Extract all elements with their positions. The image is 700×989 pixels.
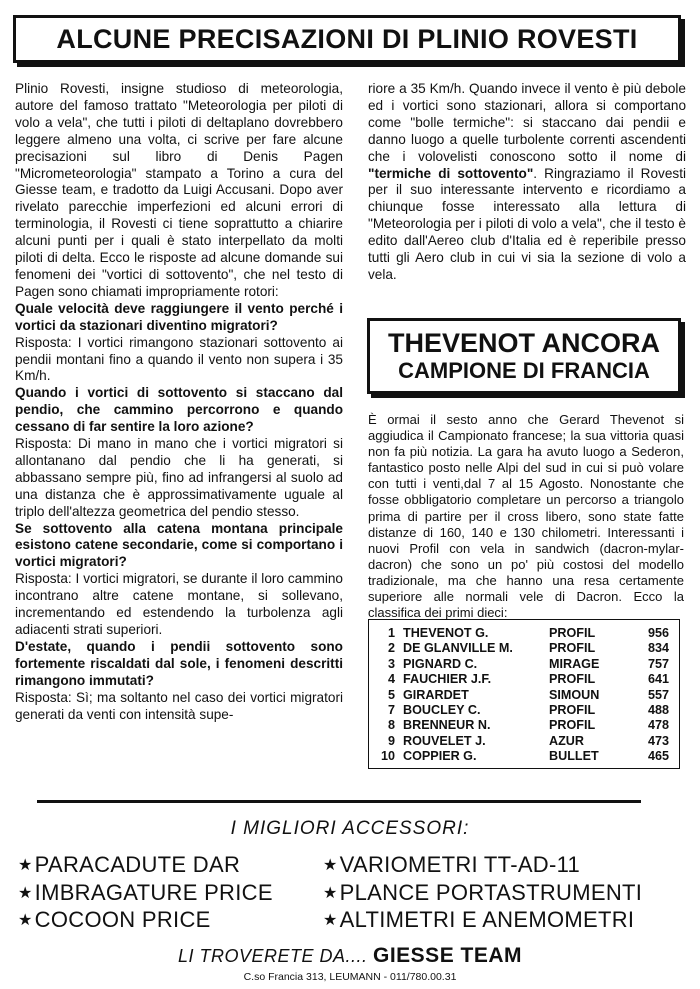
pilot-name: FAUCHIER J.F. xyxy=(403,672,492,687)
ranking-points: 757 xyxy=(647,656,669,671)
intro-paragraph: Plinio Rovesti, insigne studioso di meteorologia, autore del famoso trattato "Meteorologia per piloti di volo a vela", che tutti i piloti di deltaplano dovrebbero leggere almeno una volta, ci scrive per fare alcune precisazioni sul libro di Denis Pagen "Micrometeorologia" stampato a Torino a cura del Giesse team, e tradotto da Luigi Accusani. Dopo aver rivelato parecchie imperfezioni ed alcuni errori di terminologia, il Rovesti ci tiene soprattutto a chiarire alcuni punti per i quali è stato interpellato da molti piloti di delta. Ecco le risposte ad alcune domande sui fenomeni dei "vortici di sottovento", che nel testo di Pagen sono chiamati impropriamente rotori: xyxy=(15,81,343,299)
accessory-item xyxy=(323,907,642,935)
thevenot-title-line2: CAMPIONE DI FRANCIA xyxy=(398,358,650,383)
ranking-points: 488 xyxy=(647,703,669,718)
star-icon: ★ xyxy=(323,912,338,930)
glider-model: MIRAGE xyxy=(549,656,600,671)
star-icon: ★ xyxy=(18,884,33,902)
glider-model: PROFIL xyxy=(549,718,596,733)
glider-model: PROFIL xyxy=(549,626,596,640)
ranking-row xyxy=(377,672,671,687)
divider xyxy=(37,800,641,803)
ranking-points: 834 xyxy=(647,641,669,656)
accessory-label: PLANCE PORTASTRUMENTI xyxy=(339,879,643,905)
ranking-row xyxy=(377,641,671,656)
answer-2: Risposta: Di mano in mano che i vortici migratori si allontanano dal pendio che li ha generati, si abbassano sempre più, fino ad infrangersi al suolo ad una distanza che è approssimativamente uguale al triplo dell'altezza geometrica del pendio stesso. xyxy=(15,436,343,519)
thevenot-title-box xyxy=(367,318,681,394)
article-left-column xyxy=(15,81,343,723)
glider-model: PROFIL xyxy=(549,703,596,718)
ranking-position: 10 xyxy=(380,749,395,764)
advert-title: I MIGLIORI ACCESSORI: xyxy=(230,818,470,839)
accessory-item xyxy=(323,880,642,908)
pilot-name: COPPIER G. xyxy=(403,749,477,764)
ranking-position: 7 xyxy=(387,703,395,718)
ranking-row xyxy=(377,734,671,749)
star-icon: ★ xyxy=(323,884,338,902)
ranking-position: 2 xyxy=(387,641,395,656)
ranking-points: 641 xyxy=(647,672,669,687)
accessory-item xyxy=(18,880,273,908)
ranking-points: 473 xyxy=(647,733,669,748)
question-1: Quale velocità deve raggiungere il vento perché i vortici da stazionari diventino migratori? xyxy=(15,300,343,333)
article-right-column xyxy=(368,81,686,284)
answer-4: Risposta: Sì; ma soltanto nel caso dei vortici migratori generati da venti con intensità supe- xyxy=(15,689,343,722)
accessory-item xyxy=(18,907,273,935)
accessory-label: COCOON PRICE xyxy=(34,907,211,933)
brand-name: GIESSE TEAM xyxy=(373,944,523,967)
ranking-position: 1 xyxy=(387,626,395,640)
advert-list-left xyxy=(18,852,273,935)
headline-box xyxy=(13,15,681,63)
answer-1: Risposta: I vortici rimangono stazionari sottovento ai pendii montani fino a quando il vento non supera i 35 Km/h. xyxy=(15,334,343,384)
ranking-table xyxy=(368,619,680,769)
glider-model: PROFIL xyxy=(549,672,596,687)
question-3: Se sottovento alla catena montana principale esistono catene secondarie, come si comportano i vortici migratori? xyxy=(15,520,343,570)
pilot-name: BOUCLEY C. xyxy=(403,703,481,718)
star-icon: ★ xyxy=(18,912,33,930)
glider-model: PROFIL xyxy=(549,641,596,656)
continuation-text-a: riore a 35 Km/h. Quando invece il vento è più debole ed i vortici sono stazionari, allora si comportano come "bolle termiche": si staccano dai pendii e danno luogo a quelle turbolente correnti ascendenti che i volovelisti conoscono sotto il nome di xyxy=(368,81,686,164)
star-icon: ★ xyxy=(18,857,33,874)
thevenot-article xyxy=(368,412,684,621)
pilot-name: GIRARDET xyxy=(403,687,469,702)
ranking-points: 956 xyxy=(647,626,669,640)
ranking-position: 5 xyxy=(387,687,395,702)
answer-3: Risposta: I vortici migratori, se durante il loro cammino incontrano altre catene montane, si sollevano, incrementando ed estendendo la turbolenza agli adiacenti strati superiori. xyxy=(15,571,343,637)
ranking-row xyxy=(377,703,671,718)
advert-list-right xyxy=(323,852,642,935)
ranking-row xyxy=(377,626,671,641)
continuation-paragraph xyxy=(368,81,686,284)
pilot-name: THEVENOT G. xyxy=(403,626,489,640)
accessory-item xyxy=(323,852,642,880)
question-4: D'estate, quando i pendii sottovento sono fortemente riscaldati dal sole, i fenomeni descritti rimangono immutati? xyxy=(15,638,343,688)
pilot-name: PIGNARD C. xyxy=(403,656,478,671)
pilot-name: BRENNEUR N. xyxy=(403,718,491,733)
ranking-row xyxy=(377,688,671,703)
pilot-name: ROUVELET J. xyxy=(403,733,486,748)
ranking-row xyxy=(377,749,671,764)
ranking-points: 557 xyxy=(647,687,669,702)
ranking-row xyxy=(377,718,671,733)
ranking-position: 4 xyxy=(387,672,395,687)
termiche-term: "termiche di sottovento" xyxy=(368,165,534,181)
accessory-label: ALTIMETRI E ANEMOMETRI xyxy=(339,907,635,933)
ranking-position: 8 xyxy=(387,718,395,733)
headline: ALCUNE PRECISAZIONI DI PLINIO ROVESTI xyxy=(56,23,638,54)
ranking-points: 465 xyxy=(647,749,669,764)
accessory-label: IMBRAGATURE PRICE xyxy=(34,879,273,905)
continuation-text-b: . Ringraziamo il Rovesti per il suo interessante intervento e ricordiamo a chiunque fosse interessato alla lettura di "Meteorologia per i piloti di volo a vela", che il testo è edito dall'Aereo club d'Italia ed è reperibile presso tutti gli Aero club in cui vi sia la sezione di volo a vela. xyxy=(368,165,687,282)
accessory-item xyxy=(18,852,273,880)
pilot-name: DE GLANVILLE M. xyxy=(403,641,513,656)
ranking-position: 3 xyxy=(387,656,395,671)
glider-model: SIMOUN xyxy=(549,687,600,702)
advert-footer xyxy=(0,944,700,968)
advert-lead: LI TROVERETE DA.... xyxy=(177,946,373,966)
glider-model: BULLET xyxy=(549,749,599,764)
question-2: Quando i vortici di sottovento si staccano dal pendio, che cammino percorrono e quando cessano di far sentire la loro azione? xyxy=(15,385,343,435)
star-icon: ★ xyxy=(323,857,338,874)
ranking-position: 9 xyxy=(387,733,395,748)
thevenot-title-line1: THEVENOT ANCORA xyxy=(387,328,660,358)
ranking-points: 478 xyxy=(647,718,669,733)
thevenot-body: È ormai il sesto anno che Gerard Thevenot si aggiudica il Campionato francese; la sua vittoria quasi non fa più notizia. La gara ha avuto luogo a Sederon, fantastico posto nelle Alpi del sud in cui si può volare con tutti i venti,dal 7 al 15 Agosto. Nonostante che fosse obbligatorio completare un percorso a triangolo prima di partire per il cross libero, sono state fatte distanze di 160, 140 e 130 chilometri. Interessanti i nuovi Profil con vela in sandwich (dacron-mylar-dacron) che sono un po' più costosi del modello tradizionale, ma che hanno una resa certamente superiore alle normali vele di Dacron. Ecco la classifica dei primi dieci: xyxy=(368,412,684,621)
ranking-row xyxy=(377,657,671,672)
glider-model: AZUR xyxy=(549,733,584,748)
accessory-label: PARACADUTE DAR xyxy=(34,852,241,877)
accessory-label: VARIOMETRI TT-AD-11 xyxy=(339,852,581,877)
advert-address: C.so Francia 313, LEUMANN - 011/780.00.31 xyxy=(243,971,457,983)
